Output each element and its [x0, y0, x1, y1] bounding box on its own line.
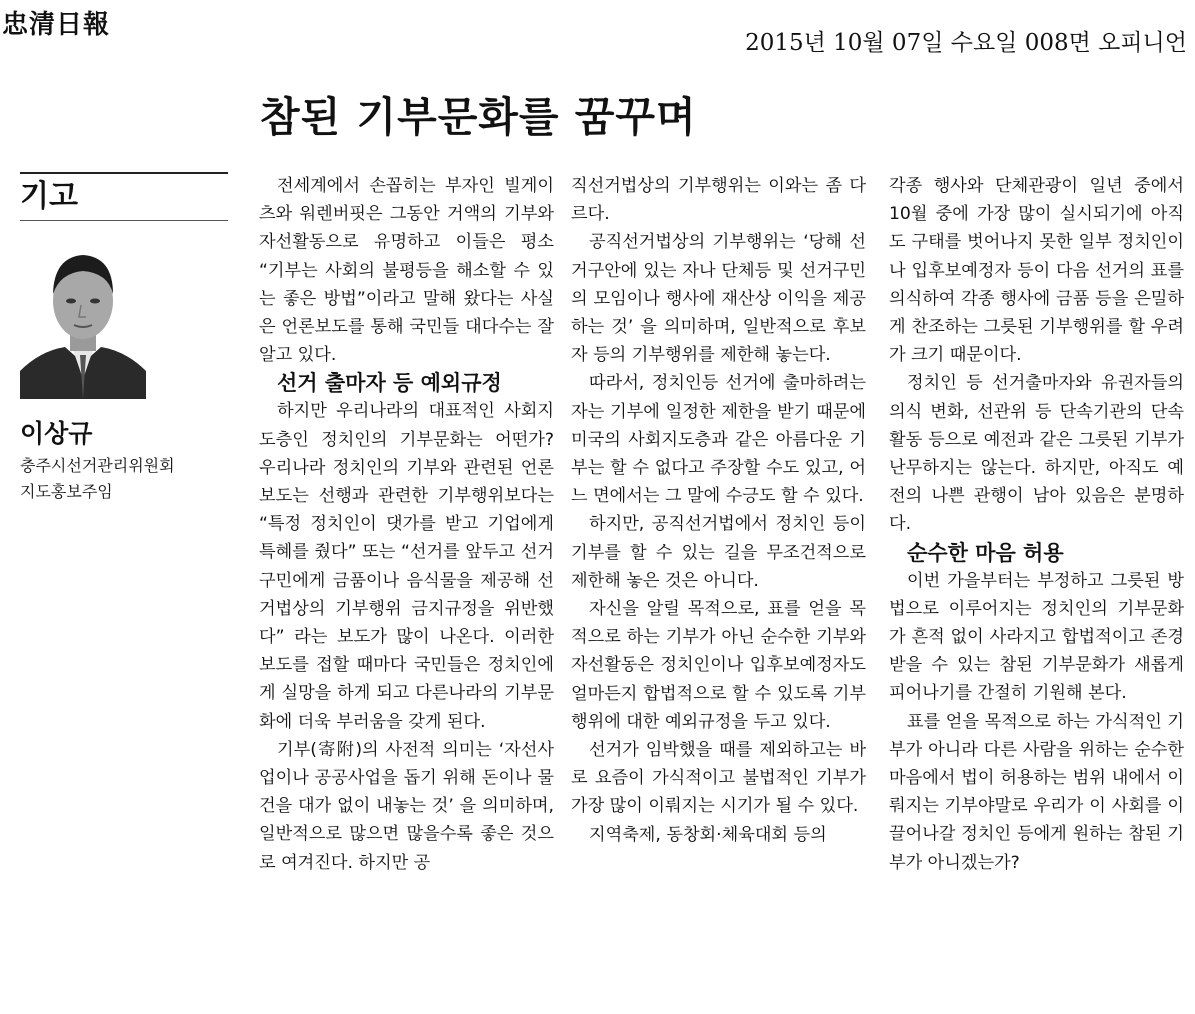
article-column-3 — [889, 172, 1184, 877]
paragraph-continued: 각종 행사와 단체관광이 일년 중에서 10월 중에 가장 많이 실시되기에 아직도 구태를 벗어나지 못한 일부 정치인이나 입후보예정자 등이 다음 선거의 표를 의식하여 각종 행사에 금품 등을 은밀하게 찬조하는 그릇된 기부행위를 할 우려가 크기 때문이다. — [889, 176, 1184, 366]
author-name: 이상규 — [20, 419, 93, 448]
paragraph: 공직선거법상의 기부행위는 ‘당해 선거구안에 있는 자나 단체등 및 선거구민의 모임이나 행사에 재산상 이익을 제공하는 것’ 을 의미하며, 일반적으로 후보자 등의 기부행위를 제한해 놓는다. — [571, 232, 866, 366]
author-portrait-image — [20, 239, 146, 399]
subheading: 선거 출마자 등 예외규정 — [277, 370, 502, 396]
section-rule-bottom — [20, 220, 228, 221]
article-headline: 참된 기부문화를 꿈꾸며 — [260, 93, 697, 141]
subheading: 순수한 마음 허용 — [907, 539, 1064, 565]
author-photo — [20, 239, 146, 399]
paragraph: 하지만 우리나라의 대표적인 사회지도층인 정치인의 기부문화는 어떤가? 우리나라 정치인의 기부와 관련된 언론보도는 선행과 관련한 기부행위보다는 “특정 정치인이 댓가를 받고 기업에게 특혜를 줬다” 또는 “선거를 앞두고 선거구민에게 금품이나 음식물을 제공해 선거법상의 기부행위 금지규정을 위반했다” 라는 보도가 많이 나온다. 이러한 보도를 접할 때마다 국민들은 정치인에게 실망을 하게 되고 다른나라의 기부문화에 더욱 부러움을 갖게 된다. — [259, 401, 554, 732]
newspaper-masthead: 忠清日報 — [2, 10, 111, 40]
paragraph: 기부(寄附)의 사전적 의미는 ‘자선사업이나 공공사업을 돕기 위해 돈이나 물건을 대가 없이 내놓는 것’ 을 의미하며, 일반적으로 많으면 많을수록 좋은 것으로 여겨진다. 하지만 공 — [259, 739, 554, 873]
paragraph: 하지만, 공직선거법에서 정치인 등이 기부를 할 수 있는 길을 무조건적으로 제한해 놓은 것은 아니다. — [571, 514, 866, 591]
author-role: 지도홍보주임 — [20, 482, 113, 501]
paragraph: 자신을 알릴 목적으로, 표를 얻을 목적으로 하는 기부가 아닌 순수한 기부와 자선활동은 정치인이나 입후보예정자도 얼마든지 합법적으로 할 수 있도록 기부행위에 대한 예외규정을 두고 있다. — [571, 599, 866, 732]
paragraph-continued: 직선거법상의 기부행위는 이와는 좀 다르다. — [571, 176, 866, 225]
paragraph: 선거가 임박했을 때를 제외하고는 바로 요즘이 가식적이고 불법적인 기부가 가장 많이 이뤄지는 시기가 될 수 있다. — [571, 740, 866, 817]
section-rule-top — [20, 172, 228, 174]
paragraph: 정치인 등 선거출마자와 유권자들의 의식 변화, 선관위 등 단속기관의 단속활동 등으로 예전과 같은 그릇된 기부가 난무하지는 않는다. 하지만, 아직도 예전의 나쁜 관행이 남아 있음은 분명하다. — [889, 373, 1184, 535]
paragraph: 지역축제, 동창회·체육대회 등의 — [589, 824, 827, 845]
section-label: 기고 — [20, 179, 78, 214]
author-organization: 충주시선거관리위원회 — [20, 456, 175, 475]
article-column-1 — [259, 172, 554, 877]
publication-dateline: 2015년 10월 07일 수요일 008면 오피니언 — [745, 30, 1187, 56]
article-column-2 — [571, 172, 866, 849]
paragraph: 표를 얻을 목적으로 하는 가식적인 기부가 아니라 다른 사람을 위하는 순수한 마음에서 법이 허용하는 범위 내에서 이뤄지는 기부야말로 우리가 이 사회를 이끌어나갈 정치인 등에게 원하는 참된 기부가 아니겠는가? — [889, 711, 1184, 873]
paragraph: 따라서, 정치인등 선거에 출마하려는 자는 기부에 일정한 제한을 받기 때문에 미국의 사회지도층과 같은 아름다운 기부는 할 수 없다고 주장할 수도 있고, 어느 면에서는 그 말에 수긍도 할 수 있다. — [571, 373, 866, 507]
author-sidebar — [20, 172, 228, 505]
paragraph: 전세계에서 손꼽히는 부자인 빌게이츠와 워렌버핏은 그동안 거액의 기부와 자선활동으로 유명하고 이들은 평소 “기부는 사회의 불평등을 해소할 수 있는 좋은 방법”이라고 말해 왔다는 사실은 언론보도를 통해 국민들 대다수는 잘 알고 있다. — [259, 176, 554, 366]
paragraph: 이번 가을부터는 부정하고 그릇된 방법으로 이루어지는 정치인의 기부문화가 흔적 없이 사라지고 합법적이고 존경받을 수 있는 참된 기부문화가 새롭게 피어나기를 간절히 기원해 본다. — [889, 570, 1184, 704]
